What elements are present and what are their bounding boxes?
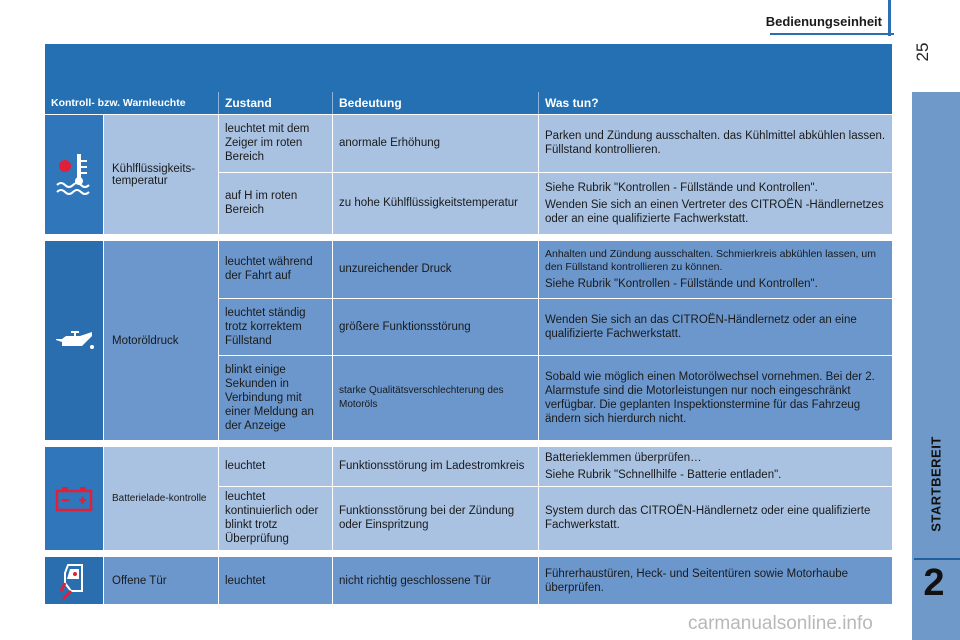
section-label-text: STARTBEREIT xyxy=(928,436,944,532)
page-number-text: 25 xyxy=(913,42,932,62)
cell-meaning: zu hohe Kühlflüssigkeitstemperatur xyxy=(333,173,539,234)
column-header-state: Zustand xyxy=(219,92,333,114)
column-header-meaning: Bedeutung xyxy=(333,92,539,114)
table-header xyxy=(45,92,892,114)
table-row xyxy=(219,487,892,550)
cell-action xyxy=(539,299,892,356)
group-oil-pressure xyxy=(45,240,892,440)
group-name-coolant xyxy=(104,115,219,234)
action-text: Siehe Rubrik "Kontrollen - Füllstände und Kontrollen". xyxy=(545,181,818,194)
group-door xyxy=(45,556,892,604)
chapter-section-label xyxy=(914,414,958,554)
group-battery xyxy=(45,446,892,550)
action-text: Parken und Zündung ausschalten. das Kühlmittel abkühlen lassen. Füllstand kontrollieren. xyxy=(545,130,886,157)
oil-pressure-icon xyxy=(45,241,104,440)
cell-action xyxy=(539,241,892,298)
cell-meaning: unzureichender Druck xyxy=(333,241,539,298)
cell-state: leuchtet ständig trotz korrektem Füllstand xyxy=(219,299,333,356)
title-banner xyxy=(45,44,892,92)
table-row xyxy=(219,447,892,487)
cell-meaning: größere Funktionsstörung xyxy=(333,299,539,356)
cell-state: leuchtet während der Fahrt auf xyxy=(219,241,333,298)
group-coolant xyxy=(45,114,892,234)
header-title: Bedienungseinheit xyxy=(765,14,882,29)
page-number xyxy=(911,42,935,72)
cell-meaning: nicht richtig geschlossene Tür xyxy=(333,557,539,604)
cell-state: leuchtet kontinuierlich oder blinkt trotz Überprüfung xyxy=(219,487,333,550)
column-header-warning-light: Kontroll- bzw. Warnleuchte xyxy=(45,92,219,114)
coolant-temperature-icon xyxy=(45,115,104,234)
warning-lights-table xyxy=(45,92,892,604)
action-text: Führerhaustüren, Heck- und Seitentüren sowie Motorhaube überprüfen. xyxy=(545,567,849,594)
chapter-number: 2 xyxy=(923,562,945,604)
cell-state: leuchtet mit dem Zeiger im roten Bereich xyxy=(219,115,333,172)
battery-icon xyxy=(45,447,104,550)
group-name-door: Offene Tür xyxy=(104,557,219,604)
header-rule xyxy=(770,33,894,35)
cell-state: leuchtet xyxy=(219,447,333,486)
action-text: Sobald wie möglich einen Motorölwechsel vornehmen. Bei der 2. Alarmstufe sind die Motorleistungen nur noch eingeschränkt verfügbar. Die geplanten Inspektionstermine für das Fahrzeug ändern sich hierdurch nicht. xyxy=(545,371,875,426)
group-name-oil: Motoröldruck xyxy=(104,241,219,440)
group-name-battery: Batterielade-kontrolle xyxy=(104,447,219,550)
table-row xyxy=(219,173,892,234)
column-header-action: Was tun? xyxy=(545,96,599,110)
cell-action xyxy=(539,115,892,172)
cell-meaning: Funktionsstörung bei der Zündung oder Einspritzung xyxy=(333,487,539,550)
table-row xyxy=(219,356,892,440)
watermark: carmanualsonline.info xyxy=(688,613,873,634)
header-tick xyxy=(888,0,891,36)
side-rule xyxy=(914,558,960,560)
cell-action xyxy=(539,557,892,604)
cell-meaning: anormale Erhöhung xyxy=(333,115,539,172)
action-text: Anhalten und Zündung ausschalten. Schmierkreis abkühlen lassen, um den Füllstand kontrollieren zu können. xyxy=(545,247,876,273)
action-text: System durch das CITROËN-Händlernetz oder eine qualifizierte Fachwerkstatt. xyxy=(545,505,871,532)
door-open-icon xyxy=(45,557,104,604)
cell-state: leuchtet xyxy=(219,557,333,604)
action-text: Siehe Rubrik "Schnellhilfe - Batterie entladen". xyxy=(545,468,782,481)
cell-state: auf H im roten Bereich xyxy=(219,173,333,234)
action-text: Batterieklemmen überprüfen… xyxy=(545,451,702,464)
action-text: Siehe Rubrik "Kontrollen - Füllstände und Kontrollen". xyxy=(545,277,818,290)
cell-meaning: Funktionsstörung im Ladestromkreis xyxy=(333,447,539,486)
cell-state: blinkt einige Sekunden in Verbindung mit einer Meldung an der Anzeige xyxy=(219,356,333,440)
action-text: Wenden Sie sich an einen Vertreter des CITROËN -Händlernetzes oder an eine qualifizierte Fachwerkstatt. xyxy=(545,198,884,225)
action-text: Wenden Sie sich an das CITROËN-Händlernetz oder an eine qualifizierte Fachwerkstatt. xyxy=(545,314,857,341)
table-row xyxy=(219,299,892,357)
table-row xyxy=(219,557,892,604)
table-row xyxy=(219,241,892,299)
group-label: Kühlflüssigkeits- temperatur xyxy=(112,162,196,187)
table-row xyxy=(219,115,892,173)
cell-action xyxy=(539,173,892,234)
cell-action xyxy=(539,487,892,550)
cell-action xyxy=(539,447,892,486)
cell-meaning: starke Qualitätsverschlechterung des Motoröls xyxy=(333,356,539,440)
cell-action xyxy=(539,356,892,440)
